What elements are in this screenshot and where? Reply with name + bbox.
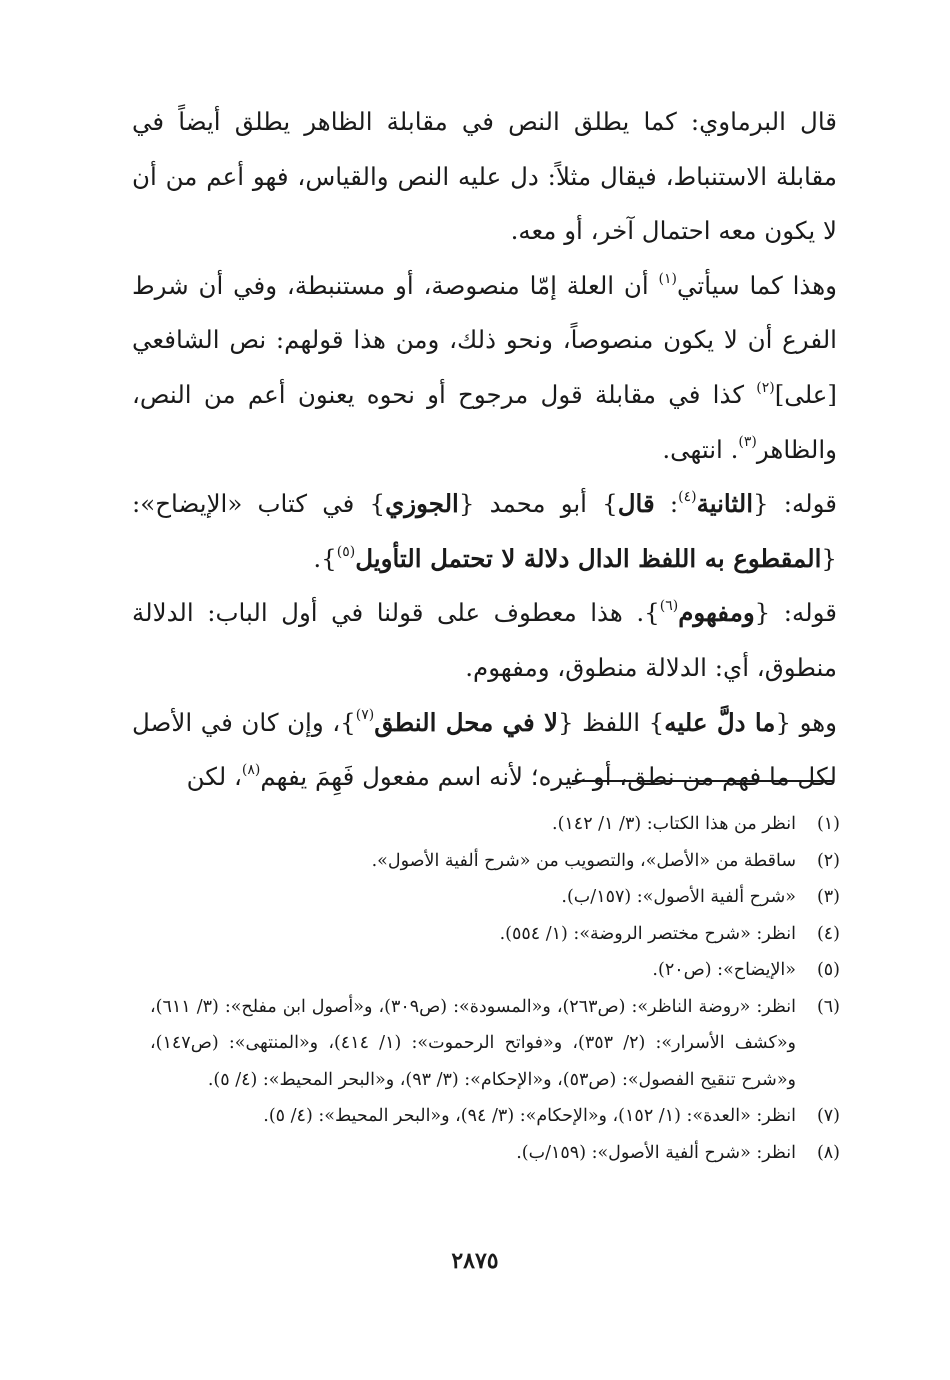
footnote-text: انظر: «شرح مختصر الروضة»: (١/ ٥٥٤). [499,923,796,944]
paragraph-5-bold-b: لا في محل النطق [374,707,558,737]
footnote-text: انظر: «روضة الناظر»: (ص٢٦٣)، و«المسودة»: (ص٣٠٩)، و«أصول ابن مفلح»: (٣/ ٦١١)، و«كشف الأسرار»: (٢/ ٣٥٣)، و«فواتح الرحموت»: (١/ ٤١٤)، و«المنتهى»: (ص١٤٧)، و«شرح تنقيح الفصول»: (ص٥٣)، و«الإحكام»: (٣/ ٩٣)، و«البحر المحيط»: (٤/ ٥). [150,996,796,1090]
footnote-text: انظر من هذا الكتاب: (٣/ ١/ ١٤٢). [552,814,796,834]
footnote-number: (٨) [816,1142,840,1163]
paragraph-3-text-a: قوله: { [753,489,837,519]
paragraph-3-bold-d: المقطوع به اللفظ الدال دلالة لا تحتمل التأويل [355,543,822,573]
paragraph-2 [132,259,837,477]
paragraph-4-bold-a: ومفهوم [678,598,755,628]
paragraph-5-text-c: }، وإن كان في الأصل لكل ما فهم من نطق، أو غيره؛ لأنه اسم مفعول فَهِمَ يفهم [132,707,837,792]
footnote-ref-7[interactable]: (٧) [355,707,375,724]
footnote-ref-3[interactable]: (٣) [738,434,757,451]
paragraph-5-text-b: } اللفظ { [557,707,665,737]
paragraph-3-bold-c: الجوزي [385,489,459,519]
paragraph-4-text-a: قوله: { [754,598,837,628]
paragraph-4 [132,586,837,695]
paragraph-5-text-a: وهو { [775,707,837,737]
paragraph-5-text-d: ، لكن [186,762,242,792]
footnote-number: (٤) [816,923,840,944]
footnotes [150,806,840,1171]
footnote-number: (٦) [816,996,840,1017]
paragraph-3-text-e: }. [313,543,337,573]
footnote-text: ساقطة من «الأصل»، والتصويب من «شرح ألفية الأصول». [371,850,796,871]
footnote-1 [150,806,840,843]
paragraph-2-text-a: وهذا كما سيأتي [677,270,837,300]
footnote-ref-1[interactable]: (١) [658,270,678,287]
footnote-number: (٧) [816,1106,840,1126]
paragraph-5 [132,696,837,805]
paragraph-3-text-b: : [654,489,679,519]
paragraph-4-text-b: }. هذا معطوف على قولنا في أول الباب: الدلالة منطوق، أي: الدلالة منطوق، ومفهوم. [132,598,837,682]
footnote-5 [150,952,840,989]
paragraph-3-text-d: } في كتاب «الإيضاح»: { [132,489,837,573]
footnote-ref-6[interactable]: (٦) [659,598,679,615]
footnote-ref-5[interactable]: (٥) [336,543,356,560]
footnote-text: انظر: «العدة»: (١/ ١٥٢)، و«الإحكام»: (٣/ ٩٤)، و«البحر المحيط»: (٤/ ٥). [263,1106,796,1126]
paragraph-3-text-c: } أبو محمد { [458,489,618,519]
footnote-number: (٢) [816,850,840,871]
footnote-7 [150,1098,840,1135]
footnote-6 [150,989,840,1099]
footnote-number: (٥) [816,960,840,980]
paragraph-3 [132,477,837,586]
footnote-2 [150,843,840,880]
footnote-text: «شرح ألفية الأصول»: (١٥٧/ب). [561,887,796,907]
footnote-separator [572,780,834,782]
paragraph-3-bold-a: الثانية [696,489,754,519]
footnote-ref-4[interactable]: (٤) [678,489,697,505]
footnote-number: (١) [816,814,840,834]
paragraph-2-text-b: أن العلة إمّا منصوصة، أو مستنبطة، وفي أن شرط الفرع أن لا يكون منصوصاً، ونحو ذلك، ومن هذا قولهم: نص الشافعي [على] [132,270,837,409]
footnote-text: انظر: «شرح ألفية الأصول»: (١٥٩/ب). [516,1142,796,1163]
paragraph-2-text-d: . انتهى. [662,434,739,464]
footnote-text: «الإيضاح»: (ص٢٠). [652,960,796,980]
footnote-3 [150,879,840,916]
paragraph-3-bold-b: قال [617,489,655,519]
footnote-number: (٣) [816,887,840,907]
paragraph-2-text-c: كذا في مقابلة قول مرجوح أو نحوه يعنون أعم من النص، والظاهر [132,379,837,464]
footnote-ref-2[interactable]: (٢) [756,379,775,396]
paragraph-5-bold-a: ما دلَّ عليه [664,707,776,737]
footnote-4 [150,916,840,953]
paragraph-1: قال البرماوي: كما يطلق النص في مقابلة الظاهر يطلق أيضاً في مقابلة الاستنباط، فيقال مثلاً: دل عليه النص والقياس، فهو أعم من أن لا يكون معه احتمال آخر، أو معه. [132,107,837,246]
footnote-ref-8[interactable]: (٨) [241,761,261,778]
footnote-8 [150,1135,840,1172]
main-text [132,95,837,805]
page-number: ٢٨٧٥ [451,1248,499,1274]
